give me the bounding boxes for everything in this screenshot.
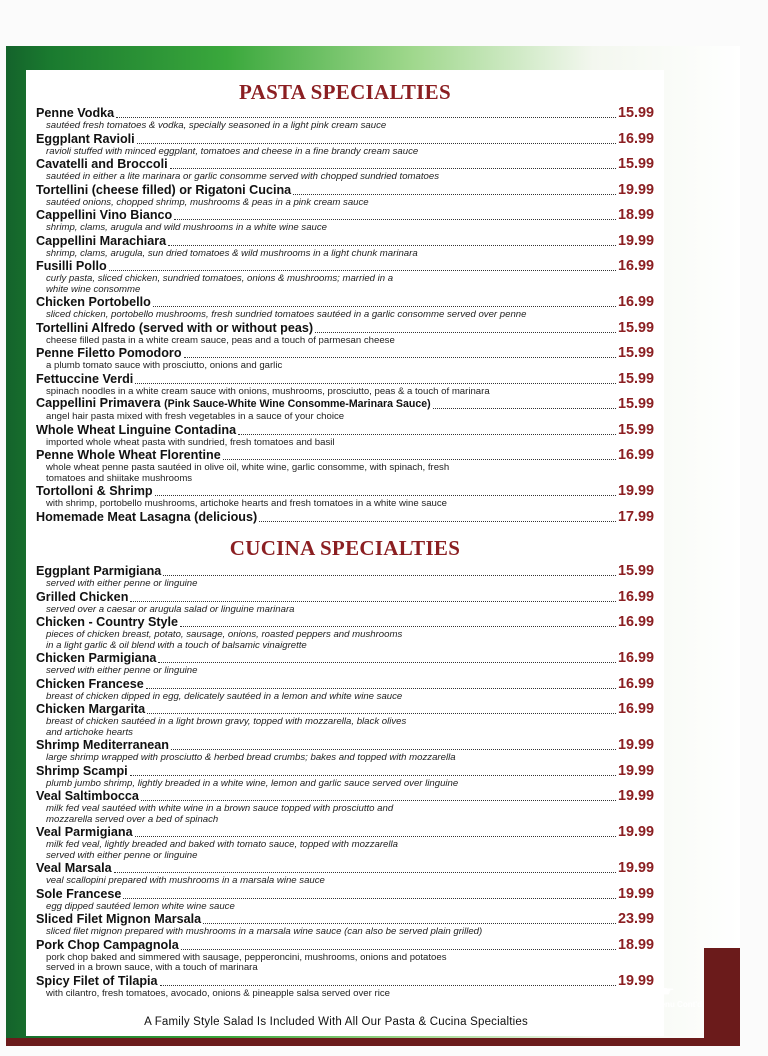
menu-item-row: [36, 208, 654, 223]
menu-item-description: egg dipped sautéed lemon white wine sauce: [46, 900, 235, 912]
dot-leader: [130, 775, 616, 776]
menu-item-description: sliced chicken, portobello mushrooms, fresh sundried tomatoes sautéed in a garlic consomme served over penne: [46, 309, 527, 320]
menu-item-description: angel hair pasta mixed with fresh vegetables in a sauce of your choice: [46, 411, 345, 422]
menu-item-price: 15.99: [617, 370, 654, 387]
menu-item: [36, 157, 654, 183]
menu-item-name: [36, 510, 257, 525]
menu-item-price: 17.99: [617, 508, 654, 525]
menu-item-price: 19.99: [617, 181, 654, 198]
watermark: menupix: [546, 970, 606, 986]
menu-item: [36, 887, 654, 913]
dot-leader: [171, 749, 616, 750]
menu-item-name-text: Chicken Margarita: [36, 702, 146, 716]
menu-item-name-text: Veal Marsala: [36, 861, 112, 875]
menu-item: [36, 861, 654, 887]
menu-item-price: 16.99: [617, 258, 654, 274]
menu-item-price: 18.99: [617, 936, 654, 953]
menu-item-description: curly pasta, sliced chicken, sundried tomatoes, onions & mushrooms; married in a: [46, 273, 394, 284]
menu-item-name-text: Cappellini Primavera: [36, 396, 161, 410]
menu-item-price: 19.99: [617, 483, 654, 499]
menu-item-name-text: Fusilli Pollo: [36, 259, 107, 273]
menu-item-description: served in a brown sauce, with a touch of marinara: [46, 962, 258, 973]
menu-item-name-text: Cappellini Vino Bianco: [36, 208, 173, 222]
menu-item: [36, 208, 654, 234]
menu-item: [36, 764, 654, 790]
menu-item-description: served with either penne or linguine: [46, 578, 198, 589]
menu-item-row: [36, 106, 654, 121]
menu-item-name: [36, 825, 133, 840]
menu-item: [36, 651, 654, 677]
menu-item-name: [36, 738, 169, 753]
menu-item-price: 19.99: [617, 885, 654, 902]
dot-leader: [114, 872, 616, 873]
menu-item-description: veal scallopini prepared with mushrooms in a marsala wine sauce: [46, 875, 325, 886]
menu-item: [36, 825, 654, 861]
menu-item-name-text: Cavatelli and Broccoli: [36, 157, 168, 171]
menu-item-row: [36, 183, 654, 198]
menu-item-description: pork chop baked and simmered with sausage, pepperoncini, mushrooms, onions and potatoes: [46, 951, 447, 963]
menu-item-row: [36, 234, 654, 249]
menu-item-price: 16.99: [617, 614, 654, 630]
menu-item-description: imported whole wheat pasta with sundried, fresh tomatoes and basil: [46, 436, 335, 448]
menu-item: [36, 789, 654, 825]
menu-item-description: pieces of chicken breast, potato, sausage, onions, roasted peppers and mushrooms: [46, 629, 403, 640]
menu-item: [36, 397, 654, 423]
menu-item-price: 15.99: [617, 156, 654, 172]
menu-item-price: 15.99: [617, 345, 654, 361]
dot-leader: [184, 357, 616, 358]
dot-leader: [135, 836, 616, 837]
menu-item-row: [36, 346, 654, 361]
dot-leader: [146, 688, 616, 689]
menu-item-price: 19.99: [617, 788, 654, 804]
dot-leader: [109, 270, 616, 271]
menu-item: [36, 564, 654, 590]
menu-item-price: 16.99: [617, 650, 654, 666]
menu-item-row: [36, 861, 654, 876]
menu-item-name: [36, 183, 291, 198]
dot-leader: [203, 923, 616, 924]
menu-item: [36, 234, 654, 260]
menu-item: [36, 132, 654, 158]
menu-item-name-text: Veal Parmigiana: [36, 825, 133, 839]
menu-item-name: [36, 346, 182, 361]
menu-item: [36, 321, 654, 347]
menu-item-row: [36, 764, 654, 779]
menu-item-description: milk fed veal, lightly breaded and baked with tomato sauce, topped with mozzarella: [46, 839, 398, 850]
menu-item-name: [36, 590, 128, 605]
menu-item-price: 15.99: [617, 563, 654, 579]
menu-item-price: 23.99: [617, 911, 654, 927]
menu-item-name: [36, 396, 431, 412]
menu-item-price: 16.99: [617, 294, 654, 310]
menu-item-description: sliced filet mignon prepared with mushrooms in a marsala wine sauce (can also be served plain grilled): [46, 926, 483, 937]
menu-item-description: plumb jumbo shrimp, lightly breaded in a white wine, lemon and garlic sauce served over linguine: [46, 777, 459, 789]
menu-item: [36, 295, 654, 321]
menu-item-price: 19.99: [617, 972, 654, 989]
menu-item: [36, 702, 654, 738]
menu-item-name: [36, 861, 112, 876]
dot-leader: [168, 245, 616, 246]
menu-item: [36, 183, 654, 209]
menu-item-name-text: Tortellini (cheese filled) or Rigatoni Cucina: [36, 182, 292, 197]
dot-leader: [141, 800, 616, 801]
menu-item-name-text: Tortolloni & Shrimp: [36, 484, 153, 498]
menu-item-name-text: Homemade Meat Lasagna (delicious): [36, 509, 258, 524]
menu-item-name: [36, 295, 151, 310]
pasta-section-title: PASTA SPECIALTIES: [239, 80, 451, 104]
menu-item-name-text: Penne Vodka: [36, 106, 115, 120]
menu-item-description: white wine consomme: [46, 283, 141, 295]
menu-item-description: a plumb tomato sauce with prosciutto, onions and garlic: [46, 360, 283, 371]
menu-item-row: [36, 397, 654, 412]
menu-item: [36, 738, 654, 764]
menu-item-price: 16.99: [617, 701, 654, 717]
menu-item-description: served with either penne or linguine: [46, 849, 198, 861]
menu-item-name: [36, 448, 221, 463]
menu-item-name-text: Sliced Filet Mignon Marsala: [36, 912, 202, 926]
cucina-section-title: CUCINA SPECIALTIES: [229, 536, 461, 560]
menu-item-name: [36, 651, 156, 666]
dot-leader: [137, 143, 616, 144]
menu-item-description: served with either penne or linguine: [46, 665, 198, 676]
menu-item-name-text: Chicken Portobello: [36, 295, 151, 309]
menu-item-name-text: Pork Chop Campagnola: [36, 937, 179, 952]
menu-item-description: shrimp, clams, arugula and wild mushrooms in a white wine sauce: [46, 222, 328, 233]
menu-item-price: 18.99: [617, 207, 654, 223]
bottom-border: [6, 1038, 740, 1046]
menu-item-name-text: Eggplant Ravioli: [36, 131, 135, 146]
menu-item: [36, 677, 654, 703]
menu-item-price: 19.99: [617, 824, 654, 840]
menu-item-name-text: Chicken Parmigiana: [36, 651, 157, 665]
menu-item-description: and artichoke hearts: [46, 726, 133, 738]
menu-item-name: [36, 423, 236, 438]
menu-item-description: spinach noodles in a white cream sauce with onions, mushrooms, prosciutto, peas & a touch of marinara: [46, 385, 490, 397]
menu-item-name-text: Tortellini Alfredo (served with or without peas): [36, 320, 314, 335]
dot-leader: [147, 713, 616, 714]
menu-item-sauce-options: (Pink Sauce-White Wine Consomme-Marinara Sauce): [164, 398, 431, 410]
menu-item: [36, 938, 654, 974]
menu-item-name-text: Sole Francese: [36, 886, 122, 901]
dot-leader: [123, 898, 616, 899]
menu-item-name: [36, 764, 128, 779]
menu-item-row: [36, 651, 654, 666]
menu-item-name: [36, 938, 179, 953]
menu-item-row: [36, 677, 654, 692]
menu-item-name: [36, 677, 144, 692]
menu-item-description: shrimp, clams, arugula, sun dried tomatoes & wild mushrooms in a light chunk marinara: [46, 247, 418, 259]
menu-item-name: [36, 912, 201, 927]
menu-item-description: whole wheat penne pasta sautéed in olive oil, white wine, garlic consomme, with spinach, fresh: [46, 462, 450, 473]
menu-item-name: [36, 789, 139, 804]
dot-leader: [293, 194, 616, 195]
menu-item-price: 19.99: [617, 762, 654, 779]
menu-item-description: tomatoes and shiitake mushrooms: [46, 472, 193, 484]
dot-leader: [163, 575, 616, 576]
menu-item-row: [36, 825, 654, 840]
menu-item: [36, 372, 654, 398]
menu-item-name: [36, 132, 135, 147]
menu-item-row: [36, 789, 654, 804]
menu-item-name-text: Chicken Francese: [36, 676, 144, 691]
menu-item-description: large shrimp wrapped with prosciutto & herbed bread crumbs; bakes and topped with mozzarella: [46, 752, 456, 763]
menu-item-price: 15.99: [617, 105, 654, 121]
menu-item-name-text: Veal Saltimbocca: [36, 789, 139, 803]
menu-item: [36, 912, 654, 938]
dot-leader: [174, 219, 616, 220]
menu-item-description: cheese filled pasta in a white cream sauce, peas and a touch of parmesan cheese: [46, 334, 395, 346]
dot-leader: [158, 662, 616, 663]
menu-item: [36, 590, 654, 616]
menu-item-name-text: Shrimp Scampi: [36, 763, 128, 778]
menu-continued-link[interactable]: Menu Cont'd: [653, 1000, 703, 1009]
menu-item-row: [36, 157, 654, 172]
menu-item-row: [36, 448, 654, 463]
cucina-list: [36, 564, 654, 999]
menu-item-name-text: Spicy Filet of Tilapia: [36, 973, 158, 988]
menu-item-row: [36, 372, 654, 387]
menu-item-name-text: Fettuccine Verdi: [36, 371, 134, 386]
menu-item-name: [36, 484, 153, 499]
menu-item-row: [36, 259, 654, 274]
menu-item-name: [36, 321, 313, 336]
menu-item-description: sautéed onions, chopped shrimp, mushrooms & peas in a pink cream sauce: [46, 196, 369, 208]
menu-item: [36, 484, 654, 510]
dot-leader: [223, 459, 616, 460]
pasta-list: [36, 106, 654, 525]
menu-item-name: [36, 564, 161, 579]
menu-item-description: with cilantro, fresh tomatoes, avocado, onions & pineapple salsa served over rice: [46, 987, 390, 999]
menu-item: [36, 448, 654, 484]
menu-item-row: [36, 887, 654, 902]
pointing-hand-icon: ☛: [662, 983, 675, 999]
menu-item-price: 15.99: [617, 421, 654, 438]
menu-item-description: mozzarella served over a bed of spinach: [46, 813, 219, 825]
menu-item: [36, 106, 654, 132]
menu-item-price: 15.99: [617, 396, 654, 412]
menu-item-name-text: Cappellini Marachiara: [36, 233, 167, 248]
menu-item-row: [36, 321, 654, 336]
menu-item-row: [36, 510, 654, 525]
menu-item-name-text: Penne Filetto Pomodoro: [36, 346, 182, 360]
menu-item-row: [36, 423, 654, 438]
menu-item: [36, 346, 654, 372]
menu-item-row: [36, 938, 654, 953]
menu-item-price: 19.99: [617, 232, 654, 249]
menu-item-row: [36, 590, 654, 605]
menu-item-row: [36, 132, 654, 147]
menu-item-name-text: Penne Whole Wheat Florentine: [36, 448, 221, 462]
menu-item-price: 19.99: [617, 860, 654, 876]
menu-item-description: with shrimp, portobello mushrooms, artichoke hearts and fresh tomatoes in a white wine sauce: [46, 498, 447, 509]
menu-item-description: milk fed veal sautéed with white wine in a brown sauce topped with prosciutto and: [46, 803, 394, 814]
menu-item-name: [36, 259, 107, 274]
dot-leader: [116, 117, 616, 118]
menu-item-row: [36, 484, 654, 499]
menu-item-row: [36, 738, 654, 753]
dot-leader: [170, 168, 616, 169]
menu-item-name: [36, 372, 133, 387]
menu-item-name: [36, 157, 168, 172]
menu-item-name: [36, 208, 172, 223]
menu-item-name: [36, 615, 178, 630]
dot-leader: [181, 949, 616, 950]
menu-item-name: [36, 974, 158, 989]
menu-item: [36, 259, 654, 295]
dot-leader: [153, 306, 616, 307]
menu-item-name-text: Whole Wheat Linguine Contadina: [36, 422, 237, 437]
menu-item-price: 15.99: [617, 319, 654, 336]
menu-item-row: [36, 564, 654, 579]
menu-item-price: 16.99: [617, 675, 654, 692]
dot-leader: [238, 434, 616, 435]
menu-item-row: [36, 615, 654, 630]
menu-item: [36, 615, 654, 651]
footer-note: A Family Style Salad Is Included With All Our Pasta & Cucina Specialties: [144, 1016, 528, 1028]
menu-item-name: [36, 234, 166, 249]
menu-item-name-text: Grilled Chicken: [36, 589, 129, 604]
dot-leader: [155, 495, 616, 496]
menu-item-price: 19.99: [617, 737, 654, 753]
menu-item: [36, 510, 654, 525]
menu-item-name: [36, 702, 145, 717]
menu-item: [36, 423, 654, 449]
menu-item-description: in a light garlic & oil blend with a touch of balsamic vinaigrette: [46, 639, 307, 651]
menu-item-row: [36, 912, 654, 927]
menu-item-row: [36, 702, 654, 717]
dot-leader: [433, 408, 616, 409]
menu-item-name-text: Eggplant Parmigiana: [36, 564, 162, 578]
dot-leader: [180, 626, 616, 627]
menu-item-description: served over a caesar or arugula salad or linguine marinara: [46, 603, 295, 615]
menu-item-row: [36, 295, 654, 310]
menu-item-description: breast of chicken dipped in egg, delicately sautéed in a lemon and white wine sauce: [46, 690, 403, 702]
menu-item-price: 16.99: [617, 447, 654, 463]
dot-leader: [130, 601, 616, 602]
menu-item-price: 16.99: [617, 130, 654, 147]
dot-leader: [315, 332, 616, 333]
menu-item-price: 16.99: [617, 588, 654, 605]
menu-item-description: sautéed fresh tomatoes & vodka, specially seasoned in a light pink cream sauce: [46, 120, 387, 131]
dot-leader: [135, 383, 616, 384]
menu-panel: [26, 70, 664, 1036]
menu-item-description: breast of chicken sautéed in a light brown gravy, topped with mozzarella, black olives: [46, 716, 407, 727]
menu-item-name-text: Shrimp Mediterranean: [36, 738, 169, 752]
menu-item-name-text: Chicken - Country Style: [36, 615, 179, 629]
menu-item-description: sautéed in either a lite marinara or garlic consomme served with chopped sundried tomatoes: [46, 171, 440, 182]
corner-accent: [704, 948, 740, 1046]
dot-leader: [259, 521, 616, 522]
menu-item-description: ravioli stuffed with minced eggplant, tomatoes and cheese in a fine brandy cream sauce: [46, 145, 419, 157]
menu-item-name: [36, 887, 121, 902]
menu-item-name: [36, 106, 114, 121]
